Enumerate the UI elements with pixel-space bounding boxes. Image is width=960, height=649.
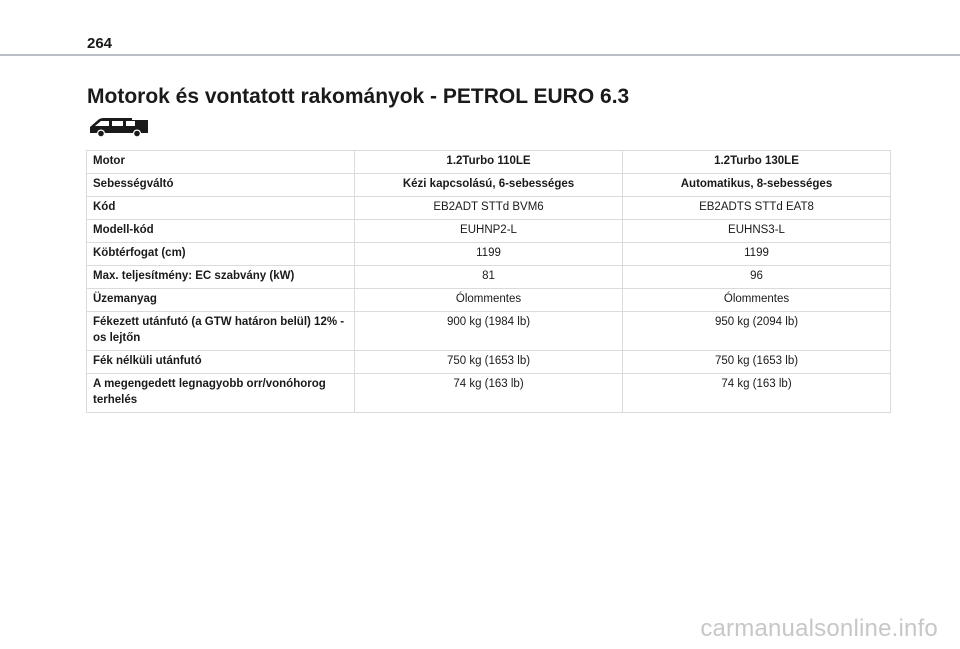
row-col1: 750 kg (1653 lb): [355, 351, 623, 374]
row-col2: 950 kg (2094 lb): [623, 312, 891, 351]
table-row: [87, 220, 891, 243]
row-label: Köbtérfogat (cm): [87, 243, 355, 266]
row-col1: Ólommentes: [355, 289, 623, 312]
row-col2: 74 kg (163 lb): [623, 374, 891, 413]
row-label: A megengedett legnagyobb orr/vonóhorog terhelés: [87, 374, 355, 413]
header-col2: 1.2Turbo 130LE: [623, 151, 891, 174]
row-col2: 750 kg (1653 lb): [623, 351, 891, 374]
row-col2: Ólommentes: [623, 289, 891, 312]
page-title: Motorok és vontatott rakományok - PETROL EURO 6.3: [87, 85, 630, 108]
van-icon: [87, 114, 150, 138]
table-row: [87, 197, 891, 220]
row-col2: 96: [623, 266, 891, 289]
engine-spec-table: [86, 150, 891, 413]
table-row: [87, 374, 891, 413]
header-divider: [0, 54, 960, 56]
row-col1: EUHNP2-L: [355, 220, 623, 243]
row-label: Fékezett utánfutó (a GTW határon belül) 12% -os lejtőn: [87, 312, 355, 351]
row-label: Modell-kód: [87, 220, 355, 243]
header-label: Motor: [87, 151, 355, 174]
page-number: 264: [87, 35, 113, 52]
row-col2: 1199: [623, 243, 891, 266]
header-col1: 1.2Turbo 110LE: [355, 151, 623, 174]
row-label: Sebességváltó: [87, 174, 355, 197]
row-col2: EB2ADTS STTd EAT8: [623, 197, 891, 220]
table-row: [87, 174, 891, 197]
row-col1: 1199: [355, 243, 623, 266]
table-row: [87, 243, 891, 266]
row-col2: EUHNS3-L: [623, 220, 891, 243]
row-col2: Automatikus, 8-sebességes: [623, 174, 891, 197]
row-label: Fék nélküli utánfutó: [87, 351, 355, 374]
table-header-row: [87, 151, 891, 174]
table-row: [87, 266, 891, 289]
watermark: carmanualsonline.info: [700, 615, 938, 642]
row-col1: 900 kg (1984 lb): [355, 312, 623, 351]
row-label: Kód: [87, 197, 355, 220]
row-col1: 74 kg (163 lb): [355, 374, 623, 413]
row-col1: 81: [355, 266, 623, 289]
row-col1: EB2ADT STTd BVM6: [355, 197, 623, 220]
row-col1: Kézi kapcsolású, 6-sebességes: [355, 174, 623, 197]
table-row: [87, 351, 891, 374]
table-row: [87, 289, 891, 312]
row-label: Max. teljesítmény: EC szabvány (kW): [87, 266, 355, 289]
row-label: Üzemanyag: [87, 289, 355, 312]
table-row: [87, 312, 891, 351]
